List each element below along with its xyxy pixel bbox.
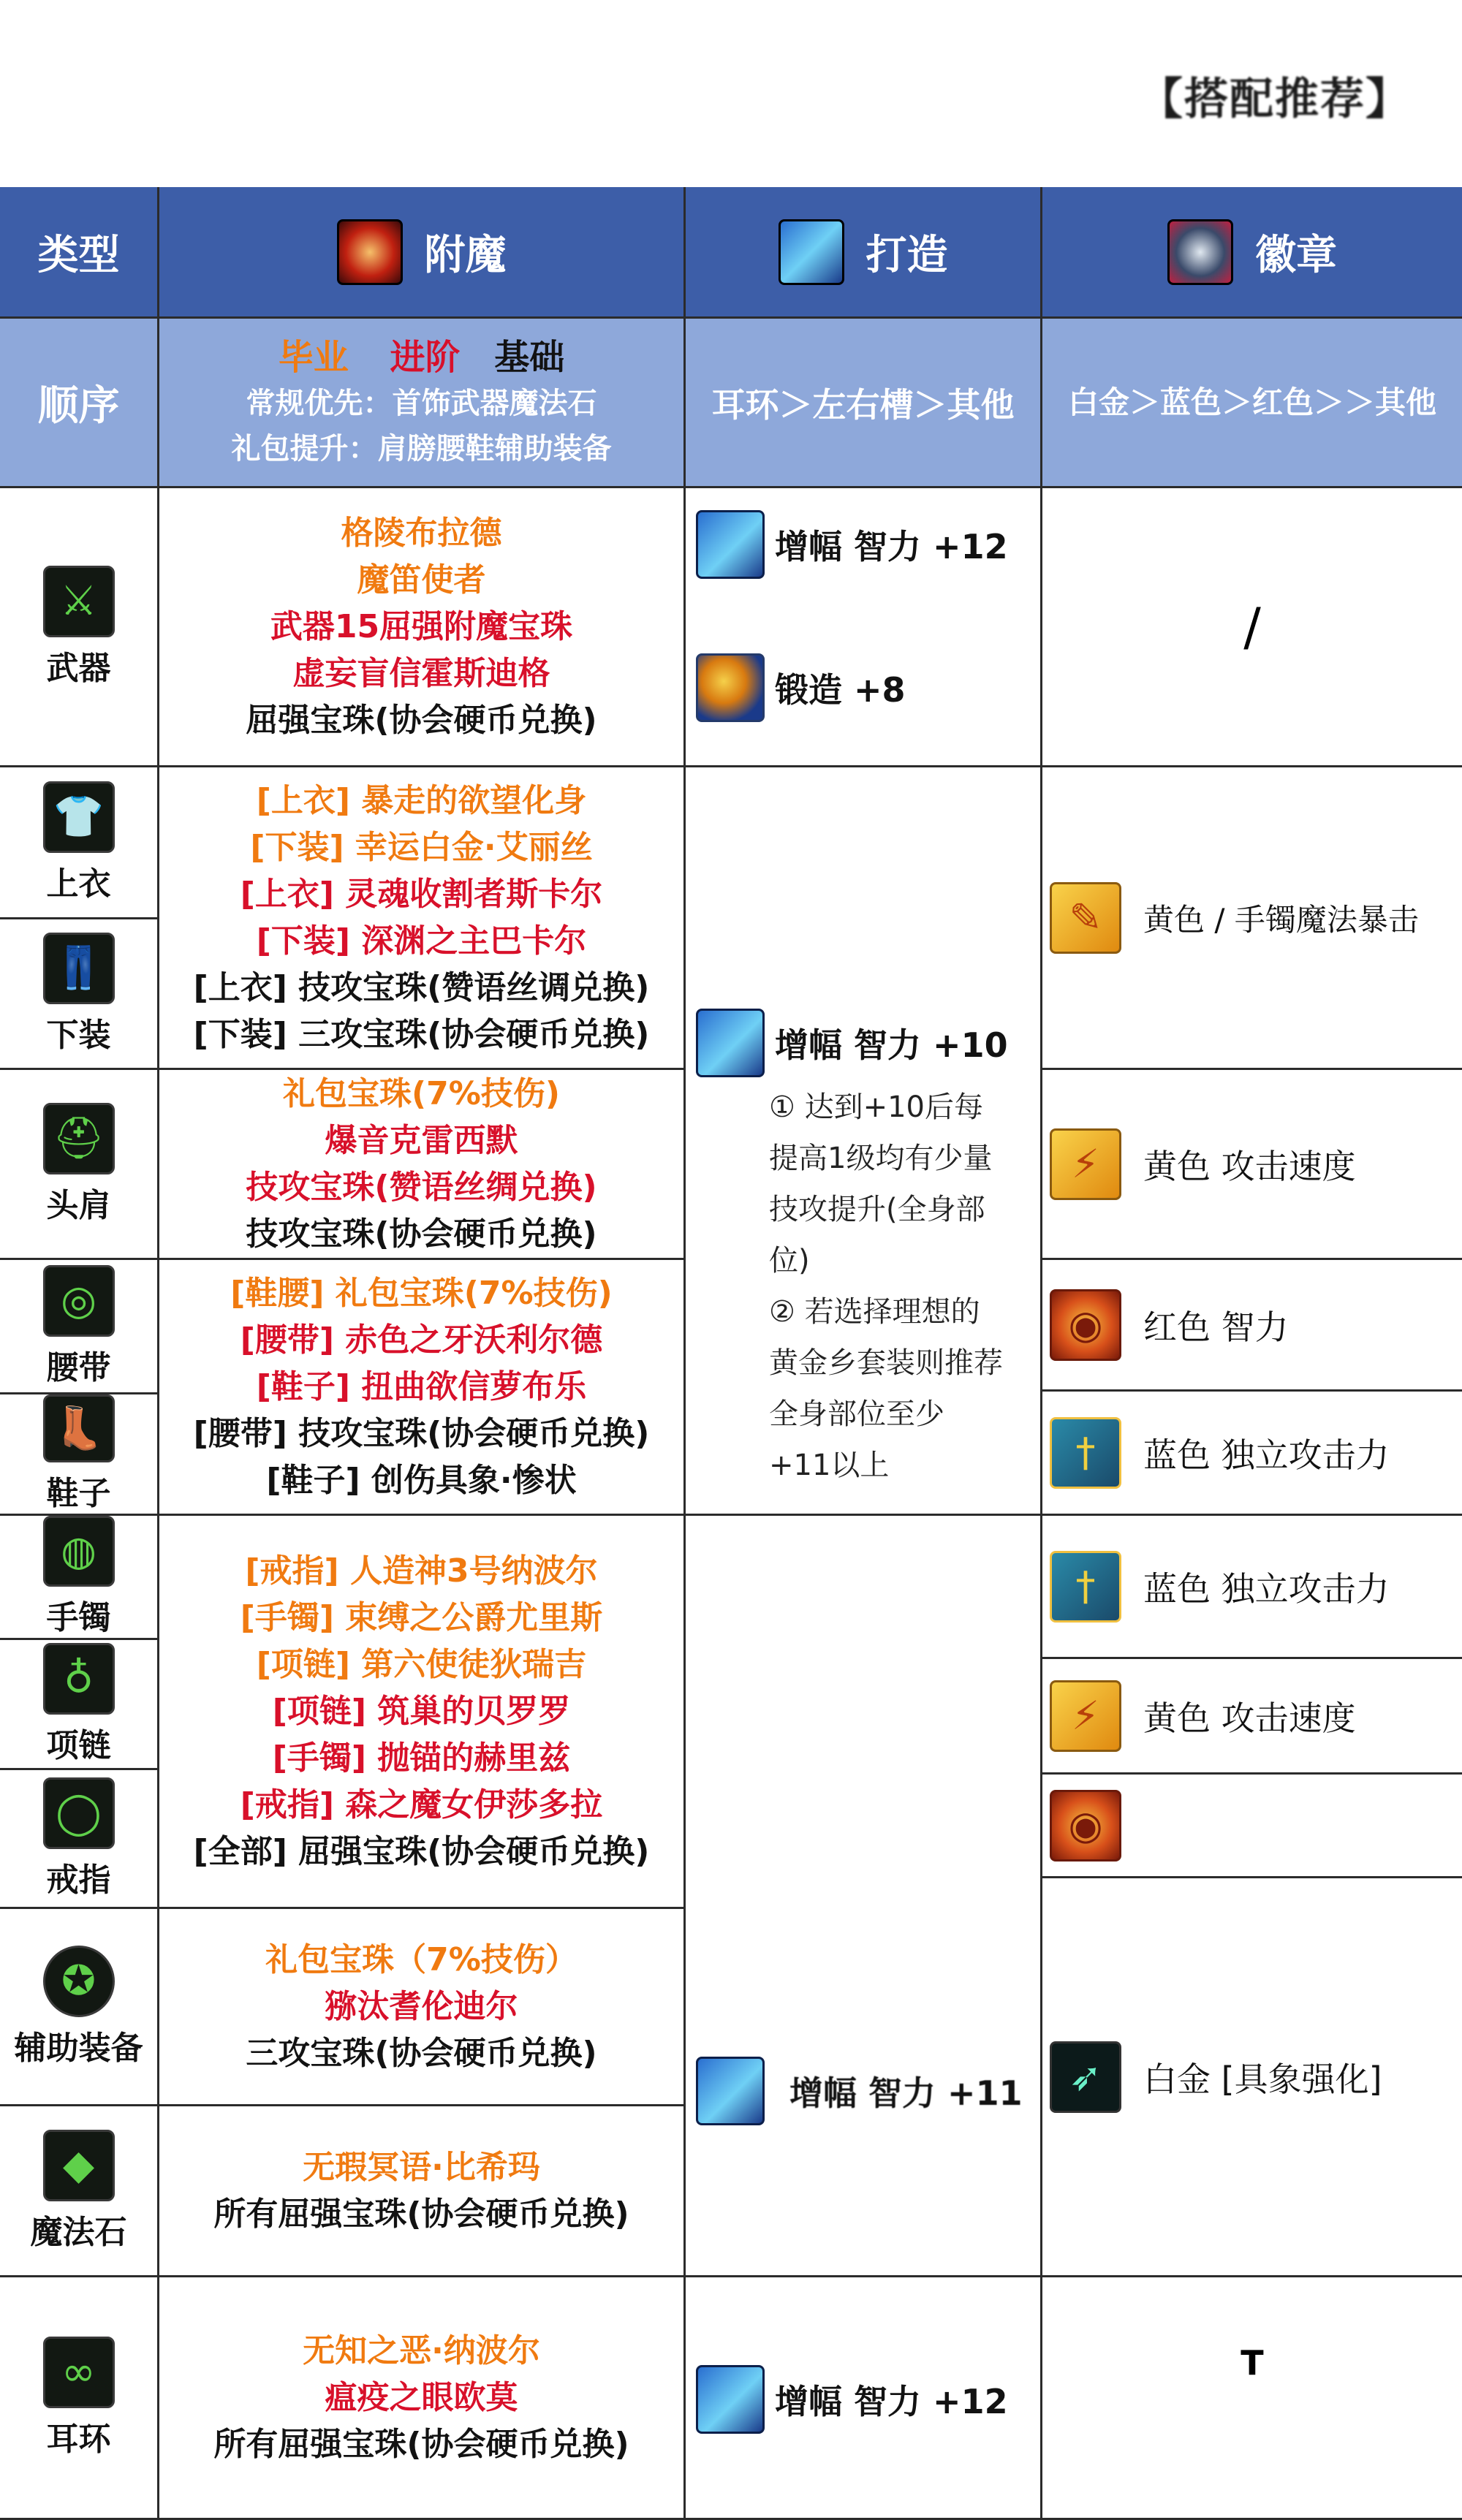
enchant-line: 虚妄盲信霍斯迪格 [292, 654, 550, 692]
badge-necklace [1042, 1659, 1462, 1775]
amplify-icon [696, 1009, 765, 1077]
slot-bottom [0, 919, 159, 1070]
blue-badge-icon: † [1050, 1551, 1121, 1623]
badge-shoes-line [1042, 1417, 1462, 1489]
shoulder-icon: ⛑ [43, 1103, 115, 1174]
bracelet-icon: ◍ [43, 1516, 115, 1587]
forge-armor-amp [696, 1009, 1008, 1077]
header-forge-label: 打造 [866, 231, 948, 279]
enchant-line: 瘟疫之眼欧莫 [325, 2378, 518, 2416]
enchant-weapon [159, 488, 686, 767]
slot-ring-label: 戒指 [46, 1861, 111, 1899]
enchant-line: [全部] 屈强宝珠(协会硬币兑换) [193, 1832, 650, 1870]
header-forge [686, 187, 1042, 319]
badge-order-text: 白金＞蓝色＞红色＞＞其他 [1067, 384, 1436, 420]
badge-top-bottom [1042, 767, 1462, 1070]
amplify-icon [696, 510, 765, 579]
enchant-stone [159, 2106, 686, 2277]
forge-weapon [686, 488, 1042, 767]
enchant-line: 礼包宝珠（7%技伤） [265, 1940, 577, 1978]
tag-basic: 基础 [494, 336, 565, 378]
enchant-line: 格陵布拉德 [341, 514, 502, 552]
badge-support-text: 白金 [具象强化] [1143, 2059, 1382, 2099]
slot-stone [0, 2106, 159, 2277]
boot-icon: 👢 [43, 1394, 115, 1462]
order-tags [279, 334, 564, 381]
slot-bottom-label: 下装 [46, 1016, 111, 1054]
enchant-line: [下装] 幸运白金·艾丽丝 [250, 828, 593, 866]
enchant-line: [腰带] 技攻宝珠(协会硬币兑换) [193, 1414, 650, 1452]
enchant-line: [下装] 深渊之主巴卡尔 [256, 922, 587, 960]
pants-icon: 👖 [43, 933, 115, 1004]
yellow-badge-icon: ⚡ [1050, 1128, 1121, 1200]
header-enchant-label: 附魔 [424, 231, 507, 279]
belt-icon: ◎ [43, 1265, 115, 1337]
refine-icon [696, 653, 765, 722]
badge-shoulder [1042, 1070, 1462, 1260]
enchant-line: [手镯] 抛锚的赫里兹 [272, 1739, 571, 1777]
slot-bracelet-label: 手镯 [46, 1599, 111, 1636]
badge-icon [1167, 219, 1233, 285]
amplify-icon [696, 2057, 765, 2125]
enchant-line: [鞋子] 创伤具象·惨状 [266, 1461, 577, 1499]
badge-weapon-text: / [1243, 596, 1261, 657]
enchant-line: [上衣] 技攻宝珠(赞语丝调兑换) [193, 968, 650, 1006]
badge-ring-line [1042, 1790, 1462, 1861]
enchant-line: [戒指] 人造神3号纳波尔 [245, 1552, 598, 1590]
forge-earring-amp-text: 增幅 智力 +12 [775, 2382, 1008, 2421]
slot-weapon-label: 武器 [46, 649, 111, 687]
enchant-line: [项链] 筑巢的贝罗罗 [272, 1692, 571, 1730]
forge-weapon-refine [696, 653, 906, 722]
slot-bracelet [0, 1516, 159, 1640]
slot-ring [0, 1770, 159, 1909]
support-icon: ✪ [43, 1946, 115, 2017]
enchant-line: 无瑕冥语·比希玛 [303, 2148, 540, 2186]
enchant-line: [腰带] 赤色之牙沃利尔德 [240, 1321, 603, 1359]
forge-earring-amp [696, 2365, 1008, 2434]
badge-belt [1042, 1260, 1462, 1392]
yellow-badge-icon: ⚡ [1050, 1680, 1121, 1752]
badge-necklace-line [1042, 1680, 1462, 1752]
tag-advanced: 进阶 [390, 336, 461, 378]
corner-title: 【搭配推荐】 [1139, 74, 1411, 125]
slot-stone-label: 魔法石 [30, 2213, 127, 2251]
badge-bracelet-line [1042, 1551, 1462, 1623]
amplify-icon [696, 2365, 765, 2434]
enchant-line: 所有屈强宝珠(协会硬币兑换) [213, 2425, 629, 2463]
forge-armor-note1: ① 达到+10后每提高1级均有少量技攻提升(全身部位) [769, 1090, 993, 1278]
platinum-badge-icon: ➶ [1050, 2041, 1121, 2113]
badge-belt-text: 红色 智力 [1143, 1307, 1289, 1347]
forge-weapon-refine-text: 锻造 +8 [775, 670, 906, 710]
enchant-line: [鞋子] 扭曲欲信萝布乐 [256, 1367, 587, 1405]
header-badge-label: 徽章 [1255, 231, 1337, 279]
enchant-line: 猕汰耆伦迪尔 [325, 1987, 518, 2025]
enchant-accessory [159, 1516, 686, 1909]
enchant-support [159, 1909, 686, 2106]
earring-icon: ∞ [43, 2337, 115, 2408]
header-type-label: 类型 [37, 231, 120, 279]
necklace-icon: ♁ [43, 1643, 115, 1715]
badge-necklace-text: 黄色 攻击速度 [1143, 1698, 1356, 1738]
blue-badge-icon: † [1050, 1417, 1121, 1489]
forge-accessory-amp-text: 增幅 智力 +11 [789, 2073, 1023, 2113]
enchant-line: 武器15屈强附魔宝珠 [270, 607, 573, 645]
slot-belt-label: 腰带 [46, 1348, 111, 1386]
slot-necklace [0, 1640, 159, 1770]
badge-earring [1042, 2277, 1462, 2520]
slot-shoes [0, 1394, 159, 1516]
badge-weapon [1042, 488, 1462, 767]
header-forge-order [686, 319, 1042, 488]
enchant-line: [项链] 第六使徒狄瑞吉 [256, 1645, 587, 1683]
badge-shoes [1042, 1392, 1462, 1516]
amplify-icon [779, 219, 844, 285]
badge-shoulder-text: 黄色 攻击速度 [1143, 1146, 1356, 1186]
forge-weapon-amp [696, 510, 1008, 579]
header-order [0, 319, 159, 488]
header-badge [1042, 187, 1462, 319]
badge-bracelet [1042, 1516, 1462, 1659]
badge-top-bottom-text: 黄色 / 手镯魔法暴击 [1143, 901, 1419, 938]
slot-earring [0, 2277, 159, 2520]
badge-bracelet-text: 蓝色 独立攻击力 [1143, 1568, 1390, 1609]
enchant-line: 无知之恶·纳波尔 [303, 2331, 540, 2369]
enchant-line: [下装] 三攻宝珠(协会硬币兑换) [193, 1015, 650, 1053]
sword-icon: ⚔ [43, 566, 115, 637]
enchant-line: [手镯] 束缚之公爵尤里斯 [240, 1598, 603, 1636]
enchant-line: 技攻宝珠(赞语丝绸兑换) [246, 1168, 597, 1206]
enchant-line: 所有屈强宝珠(协会硬币兑换) [213, 2195, 629, 2233]
forge-armor-note2: ② 若选择理想的黄金乡套装则推荐全身部位至少+11以上 [769, 1295, 1003, 1482]
slot-top-label: 上衣 [46, 865, 111, 903]
forge-weapon-amp-text: 增幅 智力 +12 [775, 527, 1008, 566]
header-enchant [159, 187, 686, 319]
enchant-line: 魔笛使者 [357, 561, 486, 599]
shirt-icon: 👕 [43, 781, 115, 853]
badge-support-line [1042, 2041, 1462, 2113]
header-type [0, 187, 159, 319]
enchant-line: [上衣] 暴走的欲望化身 [256, 781, 587, 819]
badge-shoulder-line [1042, 1128, 1462, 1200]
yellow-badge-icon: ✎ [1050, 882, 1121, 954]
gem-icon: ◆ [43, 2130, 115, 2201]
badge-belt-line [1042, 1289, 1462, 1361]
slot-weapon [0, 488, 159, 767]
tag-graduate: 毕业 [278, 336, 349, 378]
badge-ring [1042, 1775, 1462, 1878]
enchant-line: [鞋腰] 礼包宝珠(7%技伤) [230, 1274, 613, 1312]
enchant-line: [上衣] 灵魂收割者斯卡尔 [240, 875, 603, 913]
header-enchant-order [159, 319, 686, 488]
forge-accessory [686, 1516, 1042, 2277]
enchant-line: 礼包宝珠(7%技伤) [283, 1074, 560, 1112]
ring-icon: ◯ [43, 1777, 115, 1849]
slot-belt [0, 1260, 159, 1394]
enchant-belt-shoes [159, 1260, 686, 1516]
header-order-label: 顺序 [37, 382, 120, 430]
forge-earring [686, 2277, 1042, 2520]
enchant-line: [戒指] 森之魔女伊莎多拉 [240, 1785, 603, 1823]
enchant-line: 屈强宝珠(协会硬币兑换) [246, 701, 597, 739]
enchant-card-icon [337, 219, 403, 285]
order-line2: 礼包提升：肩膀腰鞋辅助装备 [231, 431, 612, 466]
forge-armor-amp-text: 增幅 智力 +10 [775, 1025, 1008, 1065]
enchant-line: 三攻宝珠(协会硬币兑换) [246, 2034, 597, 2072]
enchant-line: 爆音克雷西默 [325, 1121, 518, 1159]
slot-earring-label: 耳环 [46, 2420, 111, 2458]
slot-shoes-label: 鞋子 [46, 1475, 111, 1512]
slot-shoulder-label: 头肩 [46, 1186, 111, 1224]
order-line1: 常规优先：首饰武器魔法石 [246, 386, 597, 420]
slot-shoulder [0, 1070, 159, 1260]
enchant-earring [159, 2277, 686, 2520]
enchant-shoulder [159, 1070, 686, 1260]
enchant-line: 技攻宝珠(协会硬币兑换) [246, 1215, 597, 1253]
forge-accessory-amp [696, 2057, 1023, 2125]
header-badge-order [1042, 319, 1462, 488]
guide-table [0, 187, 1462, 2520]
slot-necklace-label: 项链 [46, 1726, 111, 1764]
top-banner [0, 0, 1462, 189]
badge-top-bottom-line [1042, 882, 1462, 954]
forge-armor [686, 767, 1042, 1516]
badge-earring-text: T [1241, 2343, 1264, 2383]
red-badge-icon: ◉ [1050, 1790, 1121, 1861]
red-badge-icon: ◉ [1050, 1289, 1121, 1361]
slot-support [0, 1909, 159, 2106]
enchant-armor [159, 767, 686, 1070]
badge-support [1042, 1878, 1462, 2277]
slot-support-label: 辅助装备 [14, 2029, 143, 2067]
slot-top [0, 767, 159, 919]
forge-order-text: 耳环＞左右槽＞其他 [711, 384, 1015, 425]
badge-shoes-text: 蓝色 独立攻击力 [1143, 1435, 1390, 1475]
